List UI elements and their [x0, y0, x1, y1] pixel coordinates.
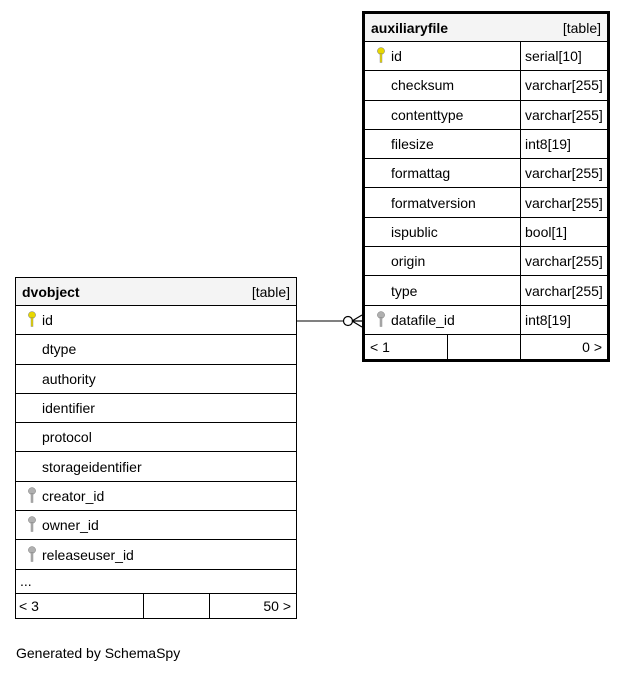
more-columns-row [16, 570, 296, 594]
column-name: type [391, 282, 418, 299]
zero-cardinality-marker [344, 317, 353, 326]
column-name: storageidentifier [42, 458, 142, 475]
column-type: varchar[255] [520, 247, 607, 275]
parents-count[interactable]: < 1 [370, 338, 390, 355]
column-type: varchar[255] [520, 276, 607, 304]
column-row[interactable] [16, 423, 296, 452]
column-row[interactable] [16, 482, 296, 511]
column-cell [16, 511, 296, 539]
column-cell [16, 394, 296, 422]
table-dvobject[interactable] [15, 277, 297, 619]
table-name: dvobject [22, 283, 80, 300]
column-row[interactable] [365, 218, 607, 247]
table-name: auxiliaryfile [371, 19, 449, 36]
foreign-key-icon [371, 311, 391, 329]
footer-spacer [143, 594, 209, 618]
column-name: identifier [42, 400, 95, 417]
column-cell [16, 306, 296, 334]
column-row[interactable] [365, 71, 607, 100]
column-cell [16, 482, 296, 510]
column-name: id [391, 48, 402, 65]
column-row[interactable] [16, 540, 296, 569]
column-cell [16, 335, 296, 363]
primary-key-icon [22, 311, 42, 329]
column-cell [365, 101, 520, 129]
column-row[interactable] [365, 188, 607, 217]
column-cell [16, 540, 296, 568]
column-name: formatversion [391, 194, 476, 211]
column-name: filesize [391, 136, 434, 153]
column-cell [365, 159, 520, 187]
column-row[interactable] [365, 247, 607, 276]
children-count[interactable]: 50 > [209, 594, 296, 618]
column-name: checksum [391, 77, 455, 94]
column-row[interactable] [16, 452, 296, 481]
column-type: varchar[255] [520, 188, 607, 216]
column-name: owner_id [42, 517, 99, 534]
column-type: bool[1] [520, 218, 607, 246]
column-row[interactable] [16, 511, 296, 540]
column-row[interactable] [16, 394, 296, 423]
column-name: contenttype [391, 106, 464, 123]
column-type: varchar[255] [520, 101, 607, 129]
column-cell [365, 306, 520, 334]
children-count[interactable]: 0 > [520, 335, 607, 359]
column-type: int8[19] [520, 130, 607, 158]
column-row[interactable] [365, 276, 607, 305]
column-name: releaseuser_id [42, 546, 134, 563]
column-type: int8[19] [520, 306, 607, 334]
column-row[interactable] [365, 130, 607, 159]
column-name: id [42, 312, 53, 329]
column-name: datafile_id [391, 311, 455, 328]
parents-count[interactable]: < 3 [19, 597, 39, 614]
column-name: ispublic [391, 223, 438, 240]
generated-by-credit: Generated by SchemaSpy [16, 645, 181, 661]
footer-spacer [447, 335, 520, 359]
column-row[interactable] [365, 159, 607, 188]
table-header [365, 14, 607, 42]
more-columns: ... [20, 573, 32, 590]
column-type: varchar[255] [520, 159, 607, 187]
column-row[interactable] [16, 365, 296, 394]
column-row[interactable] [365, 42, 607, 71]
column-cell [365, 71, 520, 99]
foreign-key-icon [22, 487, 42, 505]
column-cell [365, 130, 520, 158]
column-cell [365, 42, 520, 70]
table-footer [16, 594, 296, 618]
column-row[interactable] [16, 335, 296, 364]
column-cell [16, 365, 296, 393]
primary-key-icon [371, 47, 391, 65]
column-name: origin [391, 253, 426, 270]
column-name: dtype [42, 341, 77, 358]
column-cell [365, 188, 520, 216]
column-cell [365, 247, 520, 275]
table-footer [365, 335, 607, 359]
table-kind: [table] [562, 19, 601, 36]
column-row[interactable] [365, 306, 607, 335]
table-header [16, 278, 296, 306]
column-cell [16, 423, 296, 451]
column-name: creator_id [42, 487, 105, 504]
foreign-key-icon [22, 546, 42, 564]
column-row[interactable] [16, 306, 296, 335]
column-name: authority [42, 370, 96, 387]
column-cell [365, 276, 520, 304]
foreign-key-icon [22, 516, 42, 534]
column-cell [16, 452, 296, 480]
column-type: varchar[255] [520, 71, 607, 99]
column-name: protocol [42, 429, 92, 446]
column-cell [365, 218, 520, 246]
table-kind: [table] [251, 283, 290, 300]
table-auxiliaryfile[interactable] [362, 11, 610, 362]
column-type: serial[10] [520, 42, 607, 70]
many-crowfoot-marker [352, 315, 362, 327]
column-row[interactable] [365, 101, 607, 130]
column-name: formattag [391, 165, 451, 182]
